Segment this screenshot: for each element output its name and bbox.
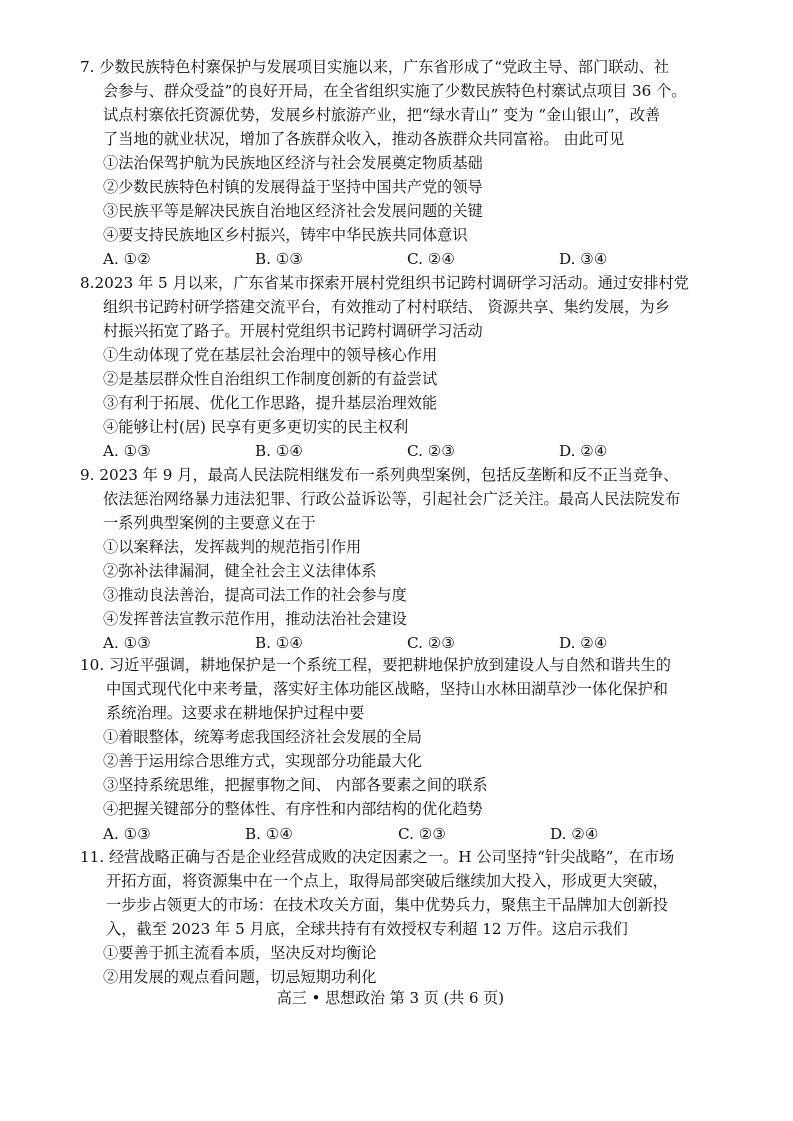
statement-option: ①要善于抓主流看本质，坚决反对均衡论: [103, 944, 377, 962]
question-stem-line: 组织书记跨村研学搭建交流平台，有效推动了村村联结、 资源共享、集约发展，为乡: [103, 298, 670, 316]
answer-choice-a: A. ①③: [103, 634, 151, 652]
statement-option: ③推动良法善治，提高司法工作的社会参与度: [103, 586, 407, 604]
question-stem-line: 7. 少数民族特色村寨保护与发展项目实施以来，广东省形成了“党政主导、部门联动、社: [80, 58, 670, 76]
answer-choice-d: D. ②④: [550, 825, 599, 843]
statement-option: ③坚持系统思维，把握事物之间、 内部各要素之间的联系: [103, 776, 488, 794]
question-stem-line: 开拓方面，将资源集中在一个点上，取得局部突破后继续加大投入，形成更大突破，: [106, 872, 668, 890]
statement-option: ④要支持民族地区乡村振兴，铸牢中华民族共同体意识: [103, 226, 468, 244]
answer-choice-b: B. ①④: [255, 442, 304, 460]
statement-option: ④发挥普法宣教示范作用，推动法治社会建设: [103, 610, 407, 628]
question-stem-line: 一系列典型案例的主要意义在于: [103, 514, 316, 532]
statement-option: ④把握关键部分的整体性、有序性和内部结构的优化趋势: [103, 800, 483, 818]
statement-option: ①以案释法，发挥裁判的规范指引作用: [103, 538, 362, 556]
statement-option: ④能够让村(居) 民享有更多更切实的民主权利: [103, 418, 409, 436]
statement-option: ②用发展的观点看问题，切忌短期功利化: [103, 968, 377, 986]
statement-option: ③有利于拓展、优化工作思路，提升基层治理效能: [103, 394, 438, 412]
answer-choice-d: D. ②④: [559, 442, 608, 460]
answer-choice-c: C. ②③: [407, 442, 455, 460]
answer-choice-a: A. ①③: [103, 825, 151, 843]
page-footer: 高三 • 思想政治 第 3 页 (共 6 页): [276, 989, 505, 1007]
question-stem-line: 了当地的就业状况，增加了各族群众收入，推动各族群众共同富裕。 由此可见: [103, 130, 625, 148]
question-stem-line: 村振兴拓宽了路子。开展村党组织书记跨村调研学习活动: [103, 322, 483, 340]
answer-choice-d: D. ③④: [559, 250, 608, 268]
statement-option: ①着眼整体，统筹考虑我国经济社会发展的全局: [103, 728, 422, 746]
question-stem-line: 系统治理。这要求在耕地保护过程中要: [106, 704, 365, 722]
question-stem-line: 10. 习近平强调，耕地保护是一个系统工程，要把耕地保护放到建设人与自然和谐共生的: [80, 656, 671, 674]
statement-option: ②弥补法律漏洞，健全社会主义法律体系: [103, 562, 377, 580]
question-stem-line: 8.2023 年 5 月以来，广东省某市探索开展村党组织书记跨村调研学习活动。通过安排村党: [80, 274, 689, 292]
answer-choice-b: B. ①③: [255, 250, 304, 268]
answer-choice-a: A. ①②: [103, 250, 151, 268]
question-stem-line: 依法惩治网络暴力违法犯罪、行政公益诉讼等，引起社会广泛关注。最高人民法院发布: [103, 490, 681, 508]
statement-option: ②是基层群众性自治组织工作制度创新的有益尝试: [103, 370, 438, 388]
statement-option: ①法治保驾护航为民族地区经济与社会发展奠定物质基础: [103, 154, 483, 172]
answer-choice-d: D. ②④: [559, 634, 608, 652]
question-stem-line: 9. 2023 年 9 月，最高人民法院相继发布一系列典型案例，包括反垄断和反不正当竞争、: [80, 466, 679, 484]
statement-option: ③民族平等是解决民族自治地区经济社会发展问题的关键: [103, 202, 483, 220]
question-stem-line: 一步步占领更大的市场：在技术攻关方面，集中优势兵力，聚焦主干品牌加大创新投: [106, 896, 668, 914]
question-stem-line: 11. 经营战略正确与否是企业经营成败的决定因素之一。H 公司坚持“针尖战略”，在市场: [80, 848, 675, 866]
question-stem-line: 中国式现代化中来考量，落实好主体功能区战略，坚持山水林田湖草沙一体化保护和: [106, 680, 668, 698]
statement-option: ②善于运用综合思维方式，实现部分功能最大化: [103, 752, 422, 770]
statement-option: ①生动体现了党在基层社会治理中的领导核心作用: [103, 346, 438, 364]
answer-choice-a: A. ①③: [103, 442, 151, 460]
answer-choice-c: C. ②③: [407, 634, 455, 652]
answer-choice-b: B. ①④: [245, 825, 294, 843]
answer-choice-c: C. ②④: [407, 250, 455, 268]
answer-choice-c: C. ②③: [398, 825, 446, 843]
question-stem-line: 会参与、群众受益”的良好开局，在全省组织实施了少数民族特色村寨试点项目 36 个。: [103, 82, 687, 100]
answer-choice-b: B. ①④: [255, 634, 304, 652]
question-stem-line: 入，截至 2023 年 5 月底，全球共持有有效授权专利超 12 万件。这启示我们: [106, 920, 628, 938]
statement-option: ②少数民族特色村镇的发展得益于坚持中国共产党的领导: [103, 178, 483, 196]
question-stem-line: 试点村寨依托资源优势，发展乡村旅游产业，把“绿水青山” 变为 “金山银山”，改善: [103, 106, 661, 124]
